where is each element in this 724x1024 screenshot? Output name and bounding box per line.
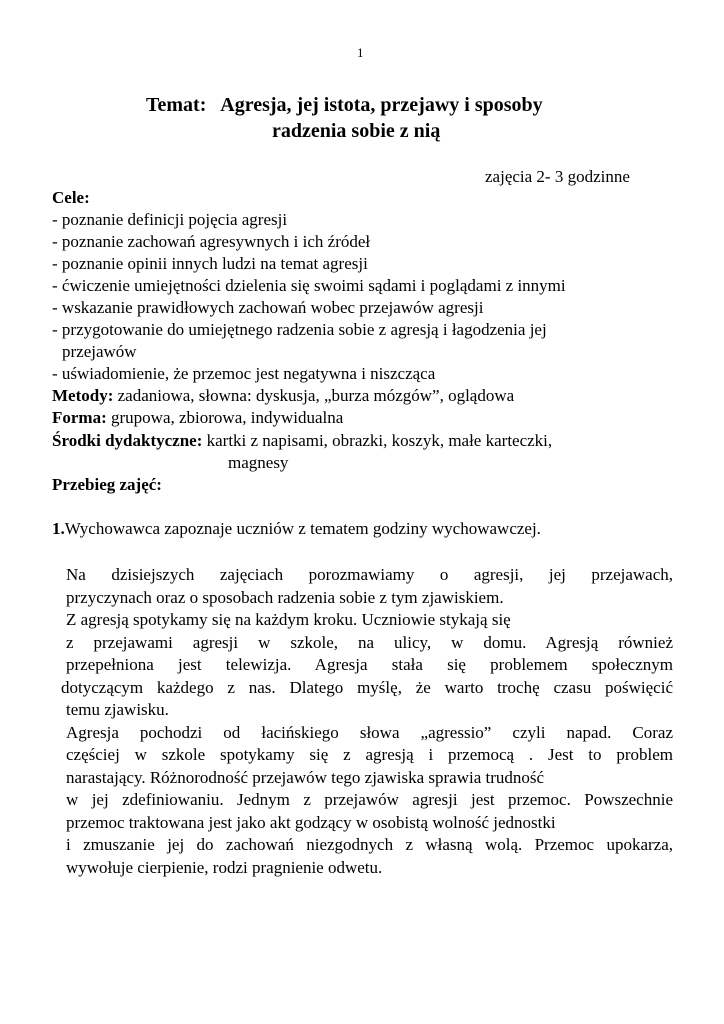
goal-item-continuation: przejawów <box>62 342 137 361</box>
title-line-1 <box>146 92 543 118</box>
teaching-aids-label: Środki dydaktyczne: <box>52 431 203 450</box>
paragraph-line: przemoc traktowana jest jako akt godzący w osobistą wolność jednostki <box>66 813 556 832</box>
methods-line <box>52 385 514 407</box>
goal-item: - poznanie definicji pojęcia agresji <box>52 210 288 229</box>
teaching-aids-value: kartki z napisami, obrazki, koszyk, małe karteczki, <box>202 431 553 450</box>
title-line-2: radzenia sobie z nią <box>272 120 441 142</box>
paragraph-line: temu zjawisku. <box>66 700 169 719</box>
paragraph-line: Z agresją spotykamy się na każdym kroku. Uczniowie stykają się <box>66 610 511 629</box>
paragraph-line: z przejawami agresji w szkole, na ulicy, w domu. Agresją również <box>66 633 673 652</box>
paragraph-line: i zmuszanie jej do zachowań niezgodnych z własną wolą. Przemoc upokarza, <box>66 835 673 854</box>
step-1-number: 1. <box>52 519 65 538</box>
goal-item: - uświadomienie, że przemoc jest negatywna i niszcząca <box>52 364 436 383</box>
paragraph-line: przepełniona jest telewizja. Agresja stała się problemem społecznym <box>66 655 673 674</box>
paragraph-line: Na dzisiejszych zajęciach porozmawiamy o agresji, jej przejawach, <box>66 565 673 584</box>
goal-item: - poznanie zachowań agresywnych i ich źródeł <box>52 232 371 251</box>
form-label: Forma: <box>52 408 107 427</box>
title-label: Temat: <box>146 94 207 116</box>
goal-item: - ćwiczenie umiejętności dzielenia się swoimi sądami i poglądami z innymi <box>52 276 566 295</box>
paragraph-line: dotyczącym każdego z nas. Dlatego myślę, że warto trochę czasu poświęcić <box>61 678 673 697</box>
goal-item: - wskazanie prawidłowych zachowań wobec przejawów agresji <box>52 298 484 317</box>
goal-item: - poznanie opinii innych ludzi na temat agresji <box>52 254 368 273</box>
paragraph-line: w jej zdefiniowaniu. Jednym z przejawów agresji jest przemoc. Powszechnie <box>66 790 673 809</box>
methods-value: zadaniowa, słowna: dyskusja, „burza mózgów”, oglądowa <box>113 386 515 405</box>
duration: zajęcia 2- 3 godzinne <box>485 167 630 186</box>
paragraph-line: wywołuje cierpienie, rodzi pragnienie odwetu. <box>66 858 383 877</box>
paragraph-line: częściej w szkole spotykamy się z agresją i przemocą . Jest to problem <box>66 745 673 764</box>
title-text-1: Agresja, jej istota, przejawy i sposoby <box>220 94 543 116</box>
step-1-text: Wychowawca zapoznaje uczniów z tematem godziny wychowawczej. <box>64 519 541 538</box>
goal-item: - przygotowanie do umiejętnego radzenia sobie z agresją i łagodzenia jej <box>52 320 547 339</box>
paragraph-line: Agresja pochodzi od łacińskiego słowa „agressio” czyli napad. Coraz <box>66 723 673 742</box>
paragraph-line: narastający. Różnorodność przejawów tego zjawiska sprawia trudność <box>66 768 545 787</box>
form-line <box>52 407 343 429</box>
goals-heading: Cele: <box>52 188 90 207</box>
step-1 <box>52 518 541 540</box>
teaching-aids-value-2: magnesy <box>228 453 289 472</box>
form-value: grupowa, zbiorowa, indywidualna <box>106 408 344 427</box>
methods-label: Metody: <box>52 386 114 405</box>
paragraph-line: przyczynach oraz o sposobach radzenia sobie z tym zjawiskiem. <box>66 588 504 607</box>
teaching-aids-line <box>52 430 552 452</box>
page-number: 1 <box>357 45 364 60</box>
course-heading: Przebieg zajęć: <box>52 475 162 494</box>
